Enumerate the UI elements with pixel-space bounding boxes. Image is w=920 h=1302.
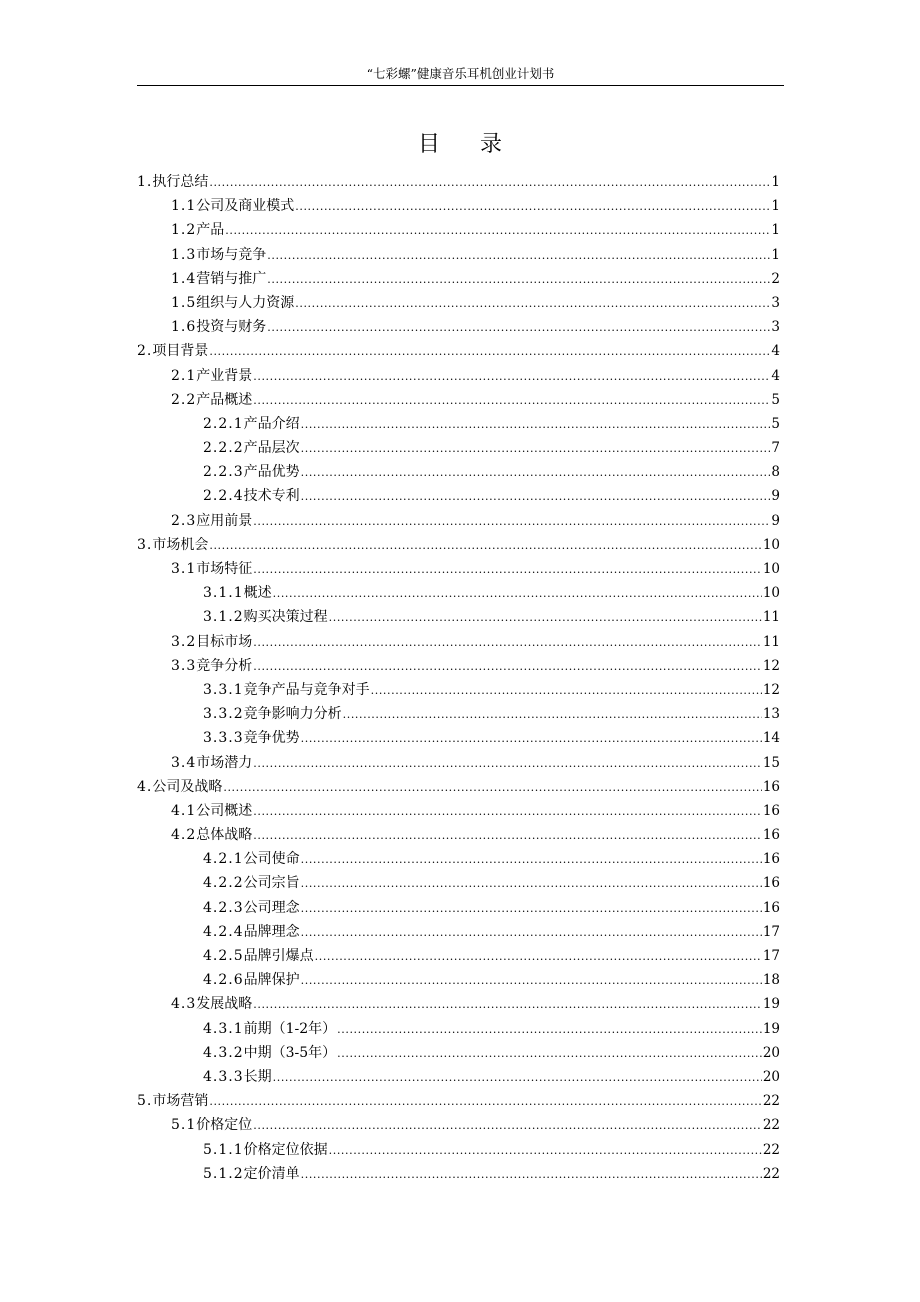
toc-entry-number: 2.2.2 [203, 440, 244, 457]
toc-entry-page: 16 [762, 851, 780, 868]
toc-entry-title: 公司理念 [243, 899, 300, 916]
toc-dot-leader [267, 244, 770, 268]
toc-entry[interactable] [137, 1089, 780, 1113]
toc-entry-number: 4.3.3 [203, 1068, 244, 1085]
toc-entry-page: 14 [762, 730, 780, 747]
toc-entry-page: 17 [762, 948, 780, 964]
toc-entry[interactable] [137, 218, 780, 242]
toc-entry-number: 4.1 [171, 802, 197, 819]
toc-entry-title: 营销与推广 [196, 270, 267, 287]
toc-entry-page: 10 [762, 536, 780, 553]
toc-entry[interactable] [137, 605, 780, 629]
toc-dot-leader [273, 1066, 762, 1090]
toc-dot-leader [253, 800, 762, 824]
toc-entry[interactable] [137, 267, 780, 291]
toc-entry[interactable] [137, 992, 780, 1016]
toc-entry[interactable] [137, 896, 780, 920]
toc-entry[interactable] [137, 726, 780, 750]
toc-entry-number: 4.2.6 [203, 972, 244, 989]
toc-entry-title: 组织与人力资源 [196, 294, 295, 311]
toc-dot-leader [371, 679, 762, 703]
toc-entry[interactable] [137, 1162, 780, 1186]
toc-dot-leader [301, 485, 771, 509]
toc-entry-title: 市场营销 [152, 1093, 209, 1110]
toc-entry-number: 3.3.3 [203, 730, 244, 747]
toc-entry-title: 投资与财务 [196, 319, 267, 336]
toc-entry-title: 产品层次 [243, 440, 300, 457]
toc-entry[interactable] [137, 630, 780, 654]
toc-entry-title: 市场机会 [152, 536, 209, 553]
toc-entry-number: 5.1.2 [203, 1165, 244, 1182]
toc-entry-page: 19 [762, 996, 780, 1013]
toc-entry-title: 定价清单 [243, 1165, 300, 1182]
toc-entry-title: 竞争产品与竞争对手 [243, 681, 370, 698]
toc-entry[interactable] [137, 799, 780, 823]
toc-entry-number: 5. [137, 1093, 153, 1110]
toc-entry-page: 11 [762, 633, 780, 650]
toc-entry-page: 22 [762, 1093, 780, 1110]
toc-dot-leader [253, 824, 762, 848]
toc-dot-leader [209, 1090, 761, 1114]
toc-entry-number: 4.3.2 [203, 1044, 244, 1061]
toc-dot-leader [295, 195, 770, 219]
toc-entry-title: 长期 [243, 1068, 272, 1085]
toc-entry-title: 目标市场 [196, 633, 253, 650]
toc-entry-title: 总体战略 [196, 827, 253, 844]
toc-entry-page: 7 [771, 440, 780, 457]
toc-entry-page: 20 [762, 1068, 780, 1085]
toc-entry-number: 2.2.1 [203, 415, 244, 432]
toc-entry-number: 3.4 [171, 754, 197, 771]
toc-entry-number: 2.2.3 [203, 464, 244, 481]
toc-title [0, 130, 920, 160]
toc-entry-page: 1 [771, 198, 780, 215]
toc-entry-number: 4.2.5 [203, 948, 244, 964]
toc-title-char: 目 [417, 132, 480, 157]
toc-entry-number: 4. [137, 778, 153, 795]
toc-entry[interactable] [137, 1065, 780, 1089]
toc-entry[interactable] [137, 170, 780, 194]
toc-entry[interactable] [137, 702, 780, 726]
toc-entry-number: 4.2.4 [203, 923, 244, 940]
toc-entry-title: 竞争分析 [196, 657, 253, 674]
toc-dot-leader [209, 340, 770, 364]
toc-entry-title: 执行总结 [152, 174, 209, 190]
running-header: “七彩螺”健康音乐耳机创业计划书 [366, 66, 555, 81]
toc-entry-title: 价格定位依据 [243, 1141, 328, 1158]
toc-entry-page: 18 [762, 972, 780, 989]
toc-entry-number: 4.2 [171, 827, 197, 844]
toc-entry-title: 市场特征 [196, 561, 253, 577]
toc-dot-leader [209, 534, 761, 558]
toc-entry-page: 9 [771, 488, 780, 505]
toc-entry[interactable] [137, 751, 780, 775]
toc-entry[interactable] [137, 968, 780, 992]
toc-entry[interactable] [137, 533, 780, 557]
toc-dot-leader [301, 413, 771, 437]
toc-entry-page: 16 [762, 899, 780, 916]
toc-entry-number: 3.2 [171, 633, 197, 650]
toc-entry-title: 公司概述 [196, 802, 253, 819]
toc-dot-leader [301, 727, 762, 751]
toc-entry-title: 公司宗旨 [243, 875, 300, 892]
toc-dot-leader [253, 558, 762, 582]
toc-entry-page: 16 [762, 778, 780, 795]
toc-dot-leader [301, 1163, 762, 1187]
toc-entry[interactable] [137, 775, 780, 799]
toc-entry-title: 市场与竞争 [196, 246, 267, 263]
toc-entry-page: 9 [771, 512, 780, 529]
toc-entry-title: 产业背景 [196, 367, 253, 384]
toc-entry-page: 1 [771, 174, 780, 190]
header-rule [137, 85, 784, 86]
toc-entry[interactable] [137, 654, 780, 678]
toc-entry[interactable] [137, 1138, 780, 1162]
toc-entry[interactable] [137, 194, 780, 218]
toc-dot-leader [225, 219, 770, 243]
toc-entry[interactable] [137, 509, 780, 533]
toc-dot-leader [253, 752, 762, 776]
toc-dot-leader [223, 776, 761, 800]
toc-dot-leader [253, 655, 762, 679]
toc-entry-page: 22 [762, 1117, 780, 1134]
toc-dot-leader [295, 292, 770, 316]
toc-entry-title: 技术专利 [243, 488, 300, 505]
toc-title-char: 录 [480, 132, 543, 157]
toc-dot-leader [301, 897, 762, 921]
toc-entry-page: 5 [771, 415, 780, 432]
toc-dot-leader [337, 1018, 762, 1042]
toc-entry-page: 17 [762, 923, 780, 940]
toc-dot-leader [301, 461, 771, 485]
toc-entry[interactable] [137, 1041, 780, 1065]
toc-entry-number: 2.2.4 [203, 488, 244, 505]
toc-entry-page: 11 [762, 609, 780, 626]
table-of-contents [137, 170, 780, 1186]
toc-entry-number: 5.1.1 [203, 1141, 244, 1158]
toc-entry-page: 16 [762, 802, 780, 819]
toc-entry[interactable] [137, 364, 780, 388]
toc-entry-number: 3. [137, 536, 153, 553]
toc-entry-number: 2. [137, 343, 153, 360]
toc-entry[interactable] [137, 920, 780, 944]
toc-entry-number: 3.3 [171, 657, 197, 674]
toc-entry-number: 3.3.2 [203, 706, 244, 723]
toc-entry[interactable] [137, 847, 780, 871]
toc-entry-title: 公司及战略 [152, 778, 223, 795]
toc-dot-leader [329, 1139, 762, 1163]
toc-entry-number: 4.3.1 [203, 1020, 244, 1037]
toc-entry-page: 2 [771, 270, 780, 287]
toc-entry[interactable] [137, 678, 780, 702]
toc-dot-leader [343, 703, 762, 727]
toc-entry[interactable] [137, 871, 780, 895]
toc-entry-number: 1.5 [171, 294, 197, 311]
toc-entry-title: 竞争影响力分析 [243, 706, 342, 723]
toc-entry-title: 项目背景 [152, 343, 209, 360]
toc-entry-title: 前期（1-2年） [243, 1020, 337, 1037]
toc-dot-leader [253, 510, 770, 534]
toc-dot-leader [337, 1042, 762, 1066]
toc-dot-leader [301, 921, 762, 945]
toc-entry-page: 20 [762, 1044, 780, 1061]
toc-entry-title: 公司及商业模式 [196, 198, 295, 215]
toc-entry-page: 4 [771, 343, 780, 360]
toc-entry-page: 4 [771, 367, 780, 384]
toc-entry-number: 4.2.1 [203, 851, 244, 868]
toc-dot-leader [253, 631, 762, 655]
toc-entry[interactable] [137, 460, 780, 484]
toc-dot-leader [209, 171, 770, 195]
toc-entry-number: 1.4 [171, 270, 197, 287]
toc-entry-page: 10 [762, 561, 780, 577]
toc-dot-leader [301, 437, 771, 461]
toc-entry[interactable] [137, 944, 780, 968]
toc-entry-page: 12 [762, 657, 780, 674]
toc-entry-title: 购买决策过程 [243, 609, 328, 626]
toc-entry-title: 概述 [243, 585, 272, 602]
toc-entry-title: 发展战略 [196, 996, 253, 1013]
toc-entry-number: 4.2.3 [203, 899, 244, 916]
toc-entry-title: 产品优势 [243, 464, 300, 481]
toc-entry-page: 16 [762, 875, 780, 892]
toc-entry-number: 1. [137, 174, 153, 190]
toc-entry-title: 产品概述 [196, 391, 253, 408]
toc-entry-page: 8 [771, 464, 780, 481]
toc-entry-number: 3.3.1 [203, 681, 244, 698]
toc-entry[interactable] [137, 436, 780, 460]
toc-entry[interactable] [137, 291, 780, 315]
toc-entry-page: 16 [762, 827, 780, 844]
toc-dot-leader [315, 945, 762, 969]
toc-dot-leader [329, 606, 762, 630]
toc-entry-number: 2.3 [171, 512, 197, 529]
toc-entry-number: 1.6 [171, 319, 197, 336]
toc-entry-page: 10 [762, 585, 780, 602]
toc-entry[interactable] [137, 388, 780, 412]
toc-entry-number: 3.1.2 [203, 609, 244, 626]
toc-entry-title: 竞争优势 [243, 730, 300, 747]
toc-entry-number: 1.1 [171, 198, 197, 215]
toc-entry-page: 3 [771, 319, 780, 336]
toc-entry-title: 中期（3-5年） [243, 1044, 337, 1061]
toc-entry-number: 2.2 [171, 391, 197, 408]
toc-entry-title: 产品介绍 [243, 415, 300, 432]
toc-entry-page: 22 [762, 1141, 780, 1158]
toc-entry-title: 品牌保护 [243, 972, 300, 989]
toc-entry-number: 3.1 [171, 561, 197, 577]
toc-entry[interactable] [137, 243, 780, 267]
toc-entry-number: 4.2.2 [203, 875, 244, 892]
toc-entry-page: 3 [771, 294, 780, 311]
toc-entry-number: 1.2 [171, 222, 197, 239]
toc-entry-page: 5 [771, 391, 780, 408]
toc-entry-number: 3.1.1 [203, 585, 244, 602]
toc-dot-leader [267, 316, 770, 340]
toc-entry-page: 12 [762, 681, 780, 698]
toc-entry-page: 19 [762, 1020, 780, 1037]
toc-entry-title: 应用前景 [196, 512, 253, 529]
toc-dot-leader [267, 268, 770, 292]
toc-entry-page: 22 [762, 1165, 780, 1182]
toc-entry-number: 4.3 [171, 996, 197, 1013]
toc-entry-title: 市场潜力 [196, 754, 253, 771]
toc-entry[interactable] [137, 315, 780, 339]
toc-dot-leader [253, 389, 770, 413]
toc-entry-title: 品牌引爆点 [243, 948, 314, 964]
toc-dot-leader [301, 848, 762, 872]
toc-entry[interactable] [137, 484, 780, 508]
toc-entry-title: 产品 [196, 222, 225, 239]
toc-entry[interactable] [137, 557, 780, 581]
toc-dot-leader [301, 872, 762, 896]
toc-entry-number: 2.1 [171, 367, 197, 384]
toc-dot-leader [301, 969, 762, 993]
toc-entry-title: 公司使命 [243, 851, 300, 868]
toc-dot-leader [253, 365, 770, 389]
toc-entry[interactable] [137, 1017, 780, 1041]
toc-dot-leader [273, 582, 762, 606]
toc-entry-title: 价格定位 [196, 1117, 253, 1134]
toc-entry-title: 品牌理念 [243, 923, 300, 940]
toc-entry-page: 1 [771, 222, 780, 239]
toc-entry-page: 15 [762, 754, 780, 771]
toc-entry-number: 5.1 [171, 1117, 197, 1134]
toc-entry-number: 1.3 [171, 246, 197, 263]
toc-dot-leader [253, 993, 762, 1017]
toc-entry-page: 1 [771, 246, 780, 263]
toc-entry[interactable] [137, 581, 780, 605]
toc-entry[interactable] [137, 412, 780, 436]
toc-entry[interactable] [137, 339, 780, 363]
toc-entry[interactable] [137, 823, 780, 847]
toc-dot-leader [253, 1114, 762, 1138]
toc-entry-page: 13 [762, 706, 780, 723]
toc-entry[interactable] [137, 1113, 780, 1137]
